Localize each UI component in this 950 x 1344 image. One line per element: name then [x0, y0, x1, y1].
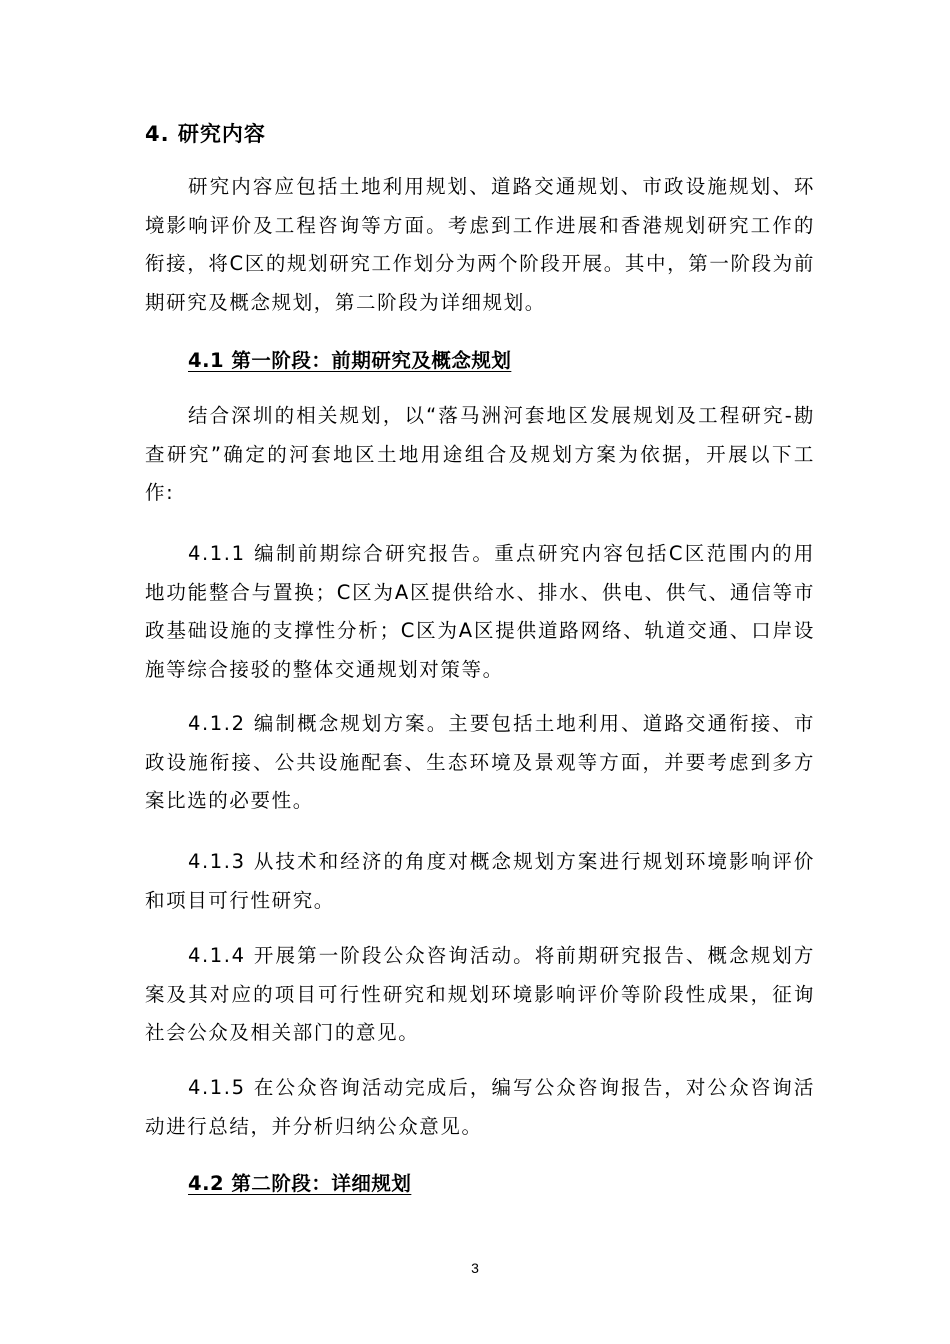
phase1-heading: 4.1 第一阶段：前期研究及概念规划 — [188, 349, 512, 372]
section-heading: 4. 研究内容 — [145, 122, 266, 146]
page-number: 3 — [471, 1260, 479, 1276]
item-4-1-4-paragraph: 4.1.4 开展第一阶段公众咨询活动。将前期研究报告、概念规划方案及其对应的项目可行性研究和规划环境影响评价等阶段性成果，征询社会公众及相关部门的意见。 — [145, 944, 815, 1044]
section-intro-paragraph: 研究内容应包括土地利用规划、道路交通规划、市政设施规划、环境影响评价及工程咨询等方面。考虑到工作进展和香港规划研究工作的衔接，将C区的规划研究工作划分为两个阶段开展。其中，第一阶段为前期研究及概念规划，第二阶段为详细规划。 — [145, 175, 815, 314]
item-4-1-3-paragraph: 4.1.3 从技术和经济的角度对概念规划方案进行规划环境影响评价和项目可行性研究。 — [145, 850, 815, 912]
phase2-heading: 4.2 第二阶段：详细规划 — [188, 1172, 412, 1195]
item-4-1-2-paragraph: 4.1.2 编制概念规划方案。主要包括土地利用、道路交通衔接、市政设施衔接、公共设施配套、生态环境及景观等方面，并要考虑到多方案比选的必要性。 — [145, 712, 815, 812]
phase1-intro-paragraph: 结合深圳的相关规划，以“落马洲河套地区发展规划及工程研究-勘查研究”确定的河套地区土地用途组合及规划方案为依据，开展以下工作: — [145, 404, 815, 504]
item-4-1-1-paragraph: 4.1.1 编制前期综合研究报告。重点研究内容包括C区范围内的用地功能整合与置换；C区为A区提供给水、排水、供电、供气、通信等市政基础设施的支撑性分析；C区为A区提供道路网络、轨道交通、口岸设施等综合接驳的整体交通规划对策等。 — [145, 542, 815, 681]
item-4-1-5-paragraph: 4.1.5 在公众咨询活动完成后，编写公众咨询报告，对公众咨询活动进行总结，并分析归纳公众意见。 — [145, 1076, 815, 1138]
